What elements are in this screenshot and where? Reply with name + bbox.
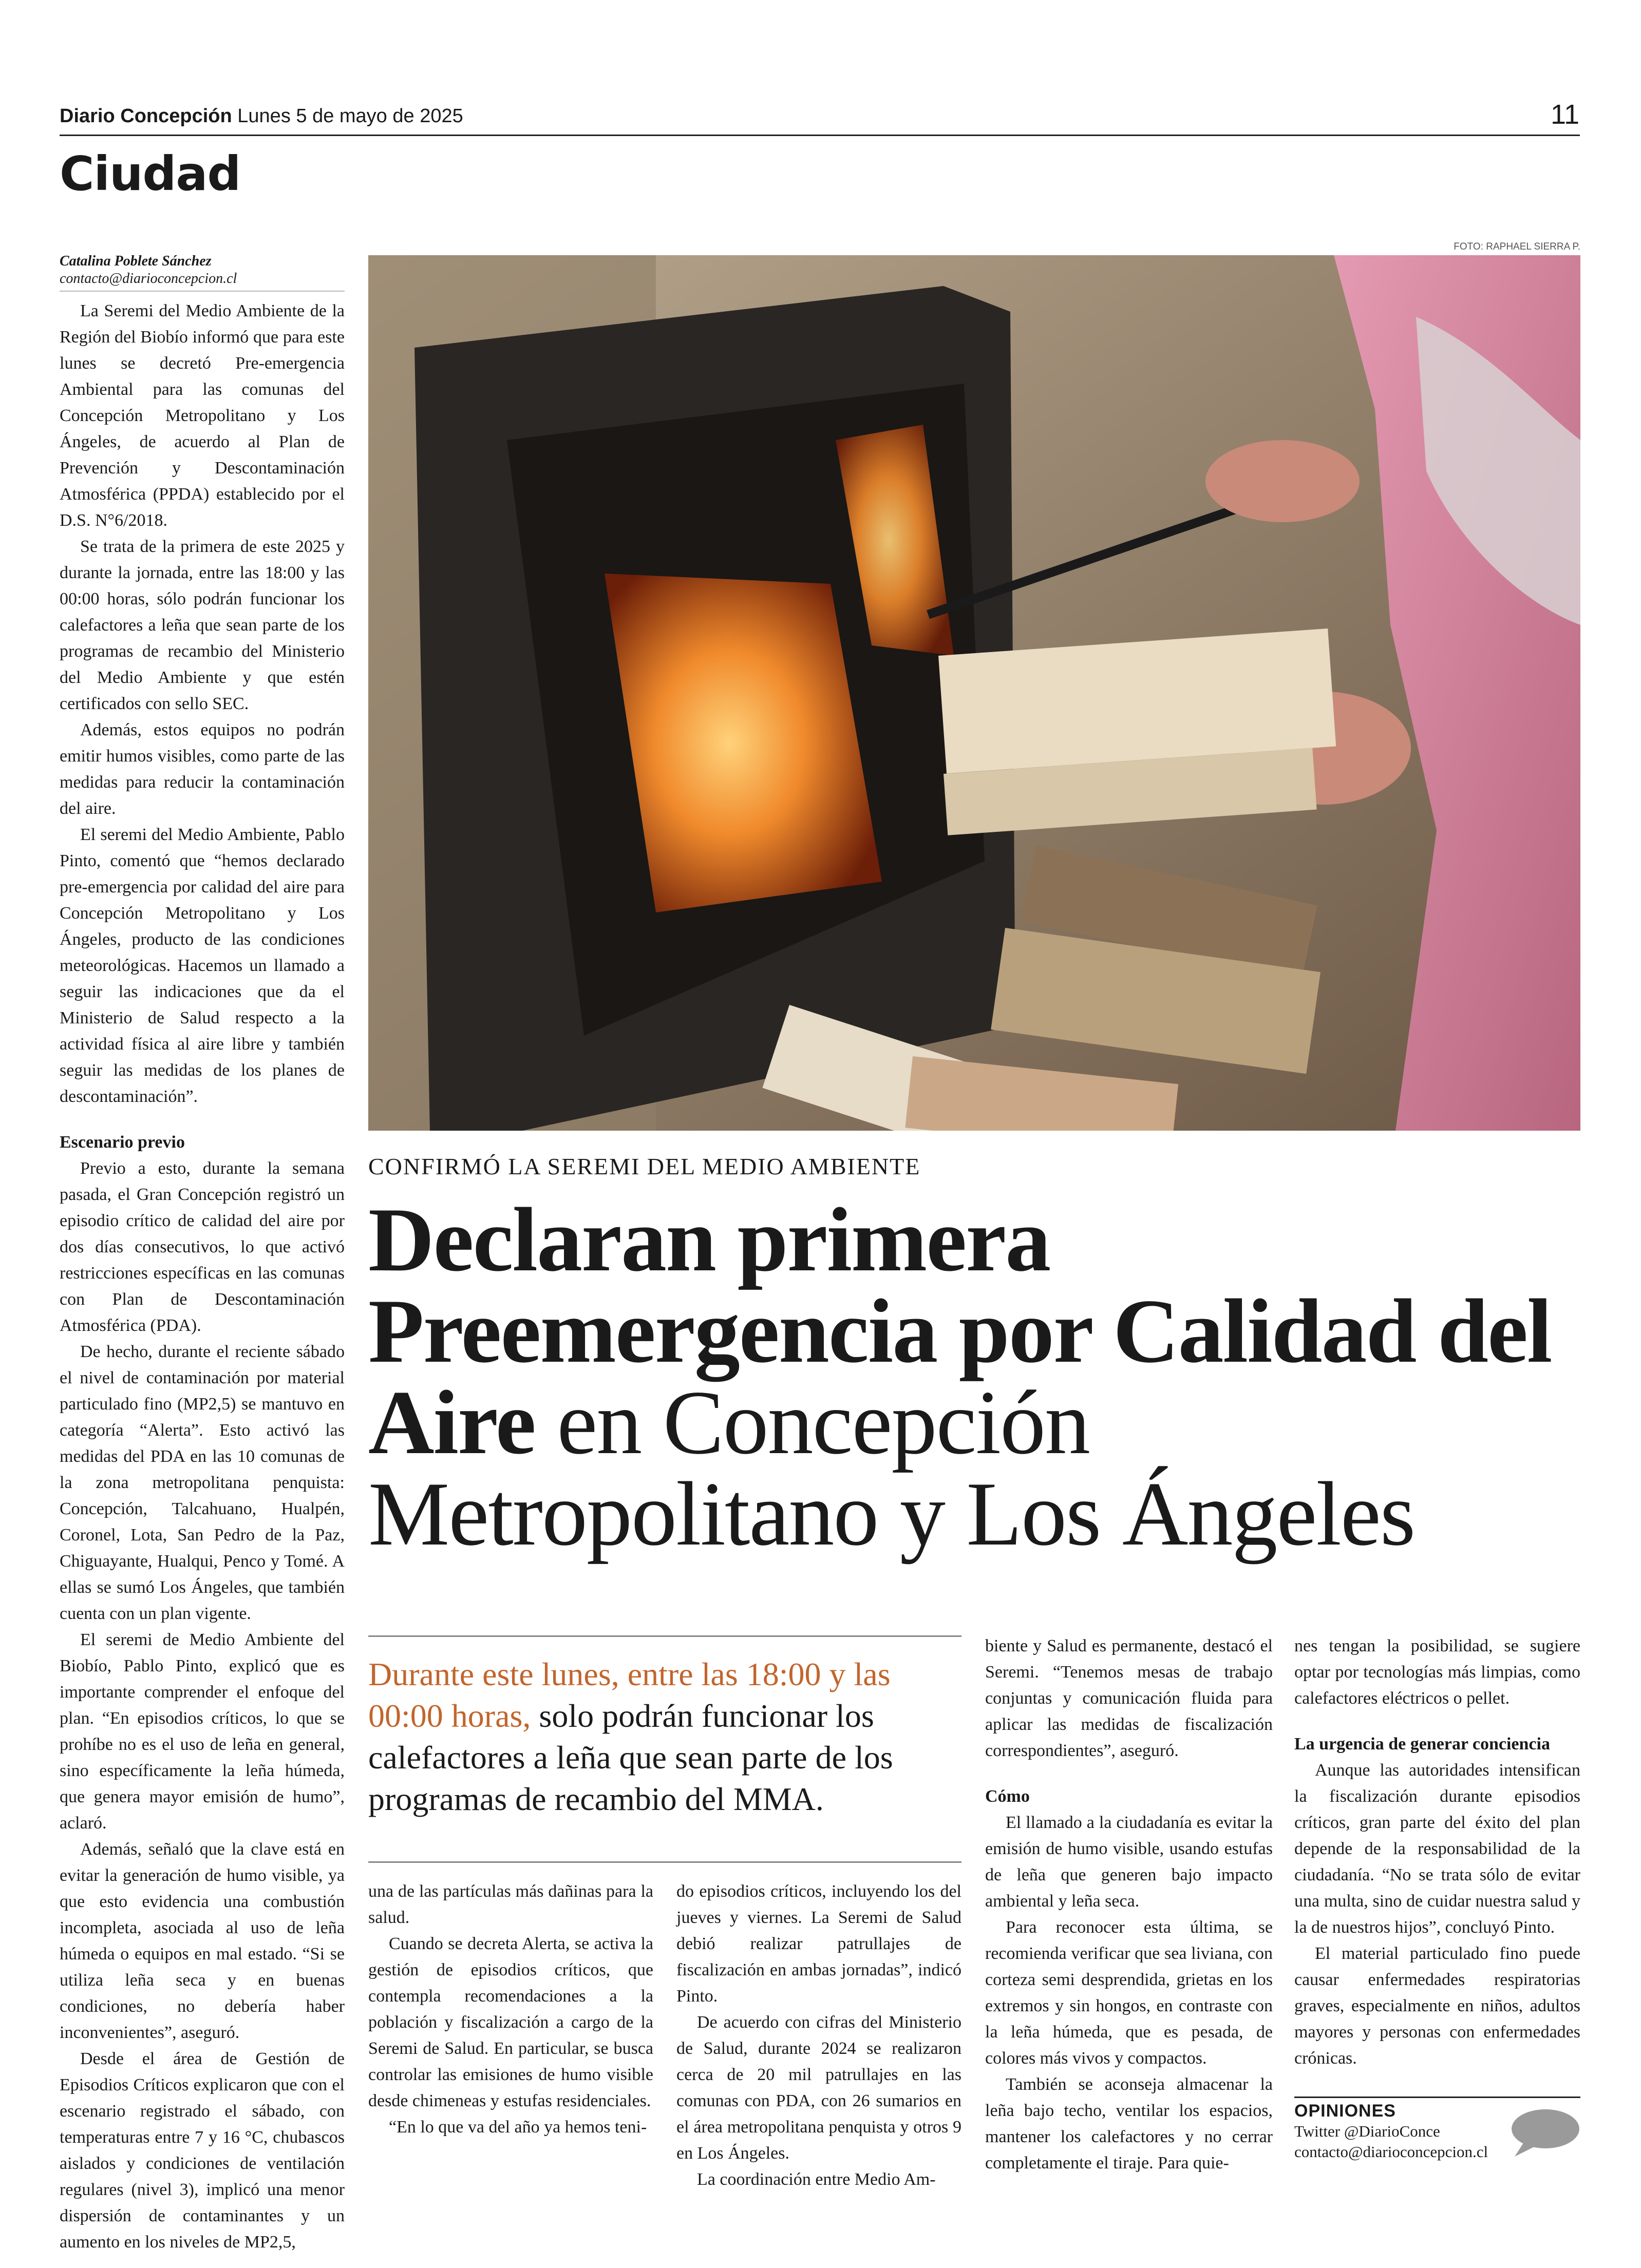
paragraph: Aunque las autoridades intensifican la fiscalización durante episodios críticos, gran parte del éxito del plan depende de la responsabilidad de la ciudadanía. “No se trata sólo de evitar una multa, sino de cuidar nuestra salud y la de nuestros hijos”, concluyó Pinto. [1294,1761,1580,1937]
article-column-4 [1294,1633,1580,2071]
publication-name: Diario Concepción [60,105,232,127]
byline-divider [60,291,345,292]
opinions-twitter[interactable]: Twitter @DiarioConce [1294,2122,1440,2140]
paragraph: nes tengan la posibilidad, se sugiere optar por tecnologías más limpias, como calefactores eléctricos o pellet. [1294,1636,1580,1708]
subheading: Cómo [985,1787,1030,1806]
photo-credit: FOTO: RAPHAEL SIERRA P. [1454,241,1580,252]
headline-regular: en Concepción Metropolitano y Los Ángeles [368,1371,1415,1565]
paragraph: Además, estos equipos no podrán emitir humos visibles, como parte de las medidas para reducir la contaminación del aire. [60,720,345,818]
paragraph: Cuando se decreta Alerta, se activa la gestión de episodios críticos, que contempla recomendaciones a la población y fiscalización a cargo de la Seremi de Salud. En particular, se busca controlar las emisiones de humo visible desde chimeneas y estufas residenciales. [368,1934,653,2110]
paragraph: Desde el área de Gestión de Episodios Críticos explicaron que con el escenario registrado el sábado, con temperaturas entre 7 y 16 °C, chubascos aislados y condiciones de ventilación regulares (nivel 3), implicó una menor dispersión de contaminantes y un aumento en los niveles de MP2,5, [60,2049,345,2252]
paragraph: Se trata de la primera de este 2025 y durante la jornada, entre las 18:00 y las 00:00 horas, sólo podrán funcionar los calefactores a leña que sean parte de los programas de recambio del Ministerio del Medio Ambiente y que estén certificados con sello SEC. [60,537,345,713]
author-email: contacto@diarioconcepcion.cl [60,271,237,287]
lede-bottom-rule [368,1861,961,1863]
paragraph: Previo a esto, durante la semana pasada, el Gran Concepción registró un episodio crítico de calidad del aire por dos días consecutivos, lo que activó restricciones específicas en las comunas con Plan de Descontaminación Atmosférica (PDA). [60,1159,345,1335]
paragraph: De hecho, durante el reciente sábado el nivel de contaminación por material particulado fino (MP2,5) se mantuvo en categoría “Alerta”. Esto activó las medidas del PDA en las 10 comunas de la zona metropolitana penquista: Concepción, Talcahuano, Hualpén, Coronel, Lota, San Pedro de la Paz, Chiguayante, Hualqui, Penco y Tomé. A ellas se sumó Los Ángeles, que también cuenta con un plan vigente. [60,1342,345,1623]
lede-highlight: Durante este lunes, entre las 18:00 y las 00:00 horas, [368,1656,891,1734]
byline [60,253,347,288]
paragraph: do episodios críticos, incluyendo los del jueves y viernes. La Seremi de Salud debió realizar patrullajes de fiscalización en ambas jornadas”, indicó Pinto. [676,1882,961,2006]
speech-bubble-icon [1508,2107,1580,2159]
article-column-1 [60,298,345,2255]
paragraph: El llamado a la ciudadanía es evitar la emisión de humo visible, usando estufas de leña que generen bajo impacto ambiental y leña seca. [985,1813,1273,1911]
article-photo [368,255,1580,1131]
subheading: La urgencia de generar conciencia [1294,1735,1550,1754]
publication-date: Lunes 5 de mayo de 2025 [237,105,463,127]
opinions-email[interactable]: contacto@diarioconcepcion.cl [1294,2143,1488,2161]
header-divider [60,135,1580,136]
paragraph: “En lo que va del año ya hemos teni- [389,2118,647,2137]
article-kicker: CONFIRMÓ LA SEREMI DEL MEDIO AMBIENTE [368,1153,921,1179]
paragraph: La Seremi del Medio Ambiente de la Región del Biobío informó que para este lunes se decretó Pre-emergencia Ambiental para las comunas del Concepción Metropolitano y Los Ángeles, de acuerdo al Plan de Prevención y Descontaminación Atmosférica (PPDA) establecido por el D.S. N°6/2018. [60,301,345,530]
subheading: Escenario previo [60,1133,185,1152]
paragraph: También se aconseja almacenar la leña bajo techo, ventilar los espacios, mantener los calefactores y no cerrar completamente el tiraje. Para quie- [985,2075,1273,2172]
article-column-3 [985,1633,1273,2176]
paragraph: una de las partículas más dañinas para la salud. [368,1882,653,1927]
paragraph: El seremi del Medio Ambiente, Pablo Pinto, comentó que “hemos declarado pre-emergencia por calidad del aire para Concepción Metropolitano y Los Ángeles, producto de las condiciones meteorológicas. Hacemos un llamado a seguir las indicaciones que da el Ministerio de Salud respecto a la actividad física al aire libre y también seguir las medidas de los planes de descontaminación”. [60,825,345,1106]
article-column-2b [676,1878,961,2193]
opinions-divider [1294,2097,1580,2098]
paragraph: El seremi de Medio Ambiente del Biobío, Pablo Pinto, explicó que es importante comprender el enfoque del plan. “En episodios críticos, lo que se prohíbe no es el uso de leña en general, sino específicamente la leña húmeda, que genera mayor emisión de humo”, aclaró. [60,1630,345,1833]
opinions-box [1294,2101,1580,2162]
article-column-2a [368,1878,653,2140]
wood-stove-photo [368,255,1580,1131]
paragraph: El material particulado fino puede causar enfermedades respiratorias graves, especialmente en niños, adultos mayores y personas con enfermedades crónicas. [1294,1944,1580,2068]
paragraph: De acuerdo con cifras del Ministerio de Salud, durante 2024 se realizaron cerca de 20 mil patrullajes en las comunas con PDA, con 26 sumarios en el área metropolitana penquista y otros 9 en Los Ángeles. [676,2013,961,2163]
page-number: 11 [1550,99,1579,130]
paragraph: La coordinación entre Medio Am- [697,2170,936,2189]
paragraph: biente y Salud es permanente, destacó el Seremi. “Tenemos mesas de trabajo conjuntas y comunicación fluida para aplicar las medidas de fiscalización correspondientes”, aseguró. [985,1636,1273,1760]
lede-text: solo podrán funcionar los calefactores a leña que sean parte de los programas de recambio del MMA. [368,1698,893,1817]
article-lede [368,1653,961,1820]
lede-top-rule [368,1635,961,1637]
opinions-title: OPINIONES [1294,2101,1396,2121]
section-title: Ciudad [60,146,241,201]
paragraph: Para reconocer esta última, se recomienda verificar que sea liviana, con corteza semi desprendida, grietas en los extremos y sin hongos, en contraste con la leña húmeda, que es pesada, de colores más vivos y compactos. [985,1918,1273,2068]
headline-bold: Declaran primera Preemergencia por Calidad del Aire [368,1189,1552,1473]
paragraph: Además, señaló que la clave está en evitar la generación de humo visible, ya que esto evidencia una combustión incompleta, asociada al uso de leña húmeda o equipos en mal estado. “Si se utiliza leña seca y en buenas condiciones, no debería haber inconvenientes”, aseguró. [60,1840,345,2042]
author-name: Catalina Poblete Sánchez [60,253,212,269]
article-headline [368,1189,1580,1565]
publication-header [60,105,463,127]
